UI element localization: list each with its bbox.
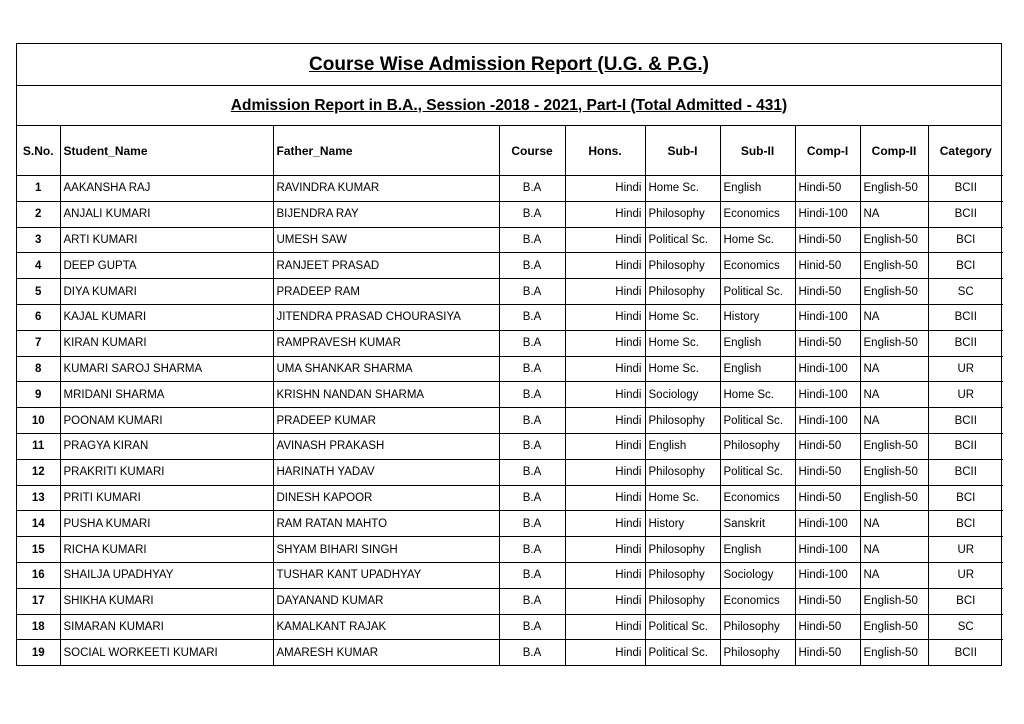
cell-hons: Hindi	[565, 408, 645, 434]
table-row	[17, 408, 1003, 434]
table-row	[17, 382, 1003, 408]
cell-course: B.A	[499, 330, 565, 356]
cell-sub-ii: Philosophy	[720, 640, 795, 665]
cell-father-name: JITENDRA PRASAD CHOURASIYA	[273, 304, 499, 330]
cell-comp-ii: NA	[860, 201, 928, 227]
cell-student-name: MRIDANI SHARMA	[60, 382, 273, 408]
table-row	[17, 356, 1003, 382]
cell-sno: 6	[17, 304, 60, 330]
cell-hons: Hindi	[565, 304, 645, 330]
table-row	[17, 279, 1003, 305]
cell-sno: 13	[17, 485, 60, 511]
cell-comp-i: Hindi-100	[795, 511, 860, 537]
cell-father-name: RANJEET PRASAD	[273, 253, 499, 279]
cell-hons: Hindi	[565, 201, 645, 227]
cell-comp-i: Hindi-50	[795, 279, 860, 305]
cell-hons: Hindi	[565, 227, 645, 253]
cell-category: BCI	[928, 227, 1003, 253]
cell-sno: 11	[17, 433, 60, 459]
cell-father-name: AMARESH KUMAR	[273, 640, 499, 665]
cell-sno: 3	[17, 227, 60, 253]
cell-comp-i: Hindi-50	[795, 485, 860, 511]
cell-sub-ii: Political Sc.	[720, 279, 795, 305]
cell-hons: Hindi	[565, 433, 645, 459]
table-row	[17, 588, 1003, 614]
cell-sub-i: Philosophy	[645, 537, 720, 563]
cell-comp-ii: English-50	[860, 433, 928, 459]
cell-category: UR	[928, 382, 1003, 408]
cell-sub-i: Philosophy	[645, 562, 720, 588]
cell-student-name: PRAGYA KIRAN	[60, 433, 273, 459]
cell-sub-ii: Political Sc.	[720, 408, 795, 434]
cell-hons: Hindi	[565, 253, 645, 279]
cell-sub-ii: Sociology	[720, 562, 795, 588]
cell-course: B.A	[499, 640, 565, 665]
cell-sub-ii: Political Sc.	[720, 459, 795, 485]
cell-hons: Hindi	[565, 330, 645, 356]
cell-sno: 18	[17, 614, 60, 640]
cell-student-name: KAJAL KUMARI	[60, 304, 273, 330]
cell-course: B.A	[499, 614, 565, 640]
cell-sno: 17	[17, 588, 60, 614]
cell-course: B.A	[499, 433, 565, 459]
table-row	[17, 433, 1003, 459]
cell-course: B.A	[499, 227, 565, 253]
cell-category: UR	[928, 537, 1003, 563]
cell-hons: Hindi	[565, 459, 645, 485]
cell-course: B.A	[499, 537, 565, 563]
cell-father-name: PRADEEP KUMAR	[273, 408, 499, 434]
cell-category: SC	[928, 279, 1003, 305]
cell-sub-ii: Sanskrit	[720, 511, 795, 537]
cell-sub-i: Political Sc.	[645, 640, 720, 665]
cell-category: BCII	[928, 176, 1003, 202]
cell-comp-ii: English-50	[860, 227, 928, 253]
table-body	[17, 176, 1003, 666]
cell-category: BCII	[928, 640, 1003, 665]
cell-sub-i: Home Sc.	[645, 176, 720, 202]
cell-student-name: KIRAN KUMARI	[60, 330, 273, 356]
cell-father-name: RAM RATAN MAHTO	[273, 511, 499, 537]
cell-sub-ii: Economics	[720, 201, 795, 227]
cell-category: BCI	[928, 253, 1003, 279]
cell-sno: 4	[17, 253, 60, 279]
cell-father-name: BIJENDRA RAY	[273, 201, 499, 227]
cell-comp-i: Hindi-100	[795, 537, 860, 563]
cell-father-name: TUSHAR KANT UPADHYAY	[273, 562, 499, 588]
cell-course: B.A	[499, 356, 565, 382]
cell-course: B.A	[499, 588, 565, 614]
cell-sub-i: Philosophy	[645, 459, 720, 485]
cell-comp-i: Hindi-50	[795, 433, 860, 459]
header-category: Category	[928, 126, 1003, 176]
cell-category: BCII	[928, 304, 1003, 330]
cell-sno: 5	[17, 279, 60, 305]
cell-sub-i: Sociology	[645, 382, 720, 408]
cell-student-name: PUSHA KUMARI	[60, 511, 273, 537]
cell-course: B.A	[499, 459, 565, 485]
cell-sub-i: Philosophy	[645, 588, 720, 614]
table-row	[17, 176, 1003, 202]
cell-hons: Hindi	[565, 176, 645, 202]
header-sno: S.No.	[17, 126, 60, 176]
cell-sno: 15	[17, 537, 60, 563]
admission-report	[16, 43, 1002, 666]
cell-comp-i: Hindi-100	[795, 304, 860, 330]
cell-comp-ii: English-50	[860, 588, 928, 614]
cell-father-name: PRADEEP RAM	[273, 279, 499, 305]
cell-father-name: UMA SHANKAR SHARMA	[273, 356, 499, 382]
header-comp-i: Comp-I	[795, 126, 860, 176]
table-row	[17, 485, 1003, 511]
cell-course: B.A	[499, 304, 565, 330]
cell-comp-i: Hindi-100	[795, 562, 860, 588]
cell-comp-i: Hindi-50	[795, 459, 860, 485]
cell-father-name: SHYAM BIHARI SINGH	[273, 537, 499, 563]
cell-sub-i: Home Sc.	[645, 485, 720, 511]
cell-comp-ii: NA	[860, 408, 928, 434]
cell-hons: Hindi	[565, 537, 645, 563]
cell-comp-i: Hindi-50	[795, 176, 860, 202]
cell-sub-i: Political Sc.	[645, 227, 720, 253]
cell-student-name: SHAILJA UPADHYAY	[60, 562, 273, 588]
cell-student-name: DEEP GUPTA	[60, 253, 273, 279]
cell-sub-i: Home Sc.	[645, 330, 720, 356]
cell-course: B.A	[499, 382, 565, 408]
cell-category: SC	[928, 614, 1003, 640]
cell-father-name: DAYANAND KUMAR	[273, 588, 499, 614]
cell-sub-i: Political Sc.	[645, 614, 720, 640]
cell-sno: 8	[17, 356, 60, 382]
cell-sno: 16	[17, 562, 60, 588]
cell-comp-i: Hindi-50	[795, 227, 860, 253]
cell-student-name: RICHA KUMARI	[60, 537, 273, 563]
cell-category: BCII	[928, 201, 1003, 227]
cell-student-name: PRITI KUMARI	[60, 485, 273, 511]
cell-comp-i: Hindi-50	[795, 614, 860, 640]
cell-hons: Hindi	[565, 511, 645, 537]
table-row	[17, 330, 1003, 356]
cell-hons: Hindi	[565, 382, 645, 408]
cell-sub-i: Philosophy	[645, 408, 720, 434]
cell-sub-ii: English	[720, 356, 795, 382]
cell-course: B.A	[499, 485, 565, 511]
cell-father-name: AVINASH PRAKASH	[273, 433, 499, 459]
cell-sub-i: Philosophy	[645, 279, 720, 305]
cell-comp-ii: NA	[860, 537, 928, 563]
cell-course: B.A	[499, 176, 565, 202]
table-row	[17, 459, 1003, 485]
cell-student-name: AAKANSHA RAJ	[60, 176, 273, 202]
cell-course: B.A	[499, 201, 565, 227]
cell-sub-ii: English	[720, 176, 795, 202]
cell-father-name: DINESH KAPOOR	[273, 485, 499, 511]
cell-category: BCI	[928, 485, 1003, 511]
cell-hons: Hindi	[565, 485, 645, 511]
cell-hons: Hindi	[565, 356, 645, 382]
cell-comp-i: Hindi-100	[795, 201, 860, 227]
cell-hons: Hindi	[565, 562, 645, 588]
cell-sub-i: Home Sc.	[645, 304, 720, 330]
table-row	[17, 201, 1003, 227]
cell-comp-i: Hindi-50	[795, 330, 860, 356]
cell-student-name: ANJALI KUMARI	[60, 201, 273, 227]
cell-category: UR	[928, 562, 1003, 588]
cell-comp-i: Hindi-50	[795, 588, 860, 614]
table-row	[17, 537, 1003, 563]
cell-comp-i: Hindi-100	[795, 356, 860, 382]
table-row	[17, 511, 1003, 537]
cell-sub-ii: Philosophy	[720, 614, 795, 640]
report-title: Course Wise Admission Report (U.G. & P.G.)	[17, 44, 1001, 86]
cell-hons: Hindi	[565, 279, 645, 305]
cell-comp-ii: English-50	[860, 640, 928, 665]
cell-sub-ii: English	[720, 330, 795, 356]
cell-comp-ii: English-50	[860, 459, 928, 485]
cell-sub-ii: Economics	[720, 588, 795, 614]
header-sub-ii: Sub-II	[720, 126, 795, 176]
header-course: Course	[499, 126, 565, 176]
cell-sno: 1	[17, 176, 60, 202]
cell-sub-ii: Philosophy	[720, 433, 795, 459]
cell-sno: 7	[17, 330, 60, 356]
cell-student-name: SIMARAN KUMARI	[60, 614, 273, 640]
cell-sub-i: Philosophy	[645, 201, 720, 227]
cell-hons: Hindi	[565, 614, 645, 640]
cell-comp-ii: NA	[860, 356, 928, 382]
table-row	[17, 614, 1003, 640]
cell-sub-ii: Home Sc.	[720, 227, 795, 253]
cell-comp-ii: English-50	[860, 614, 928, 640]
cell-sub-ii: History	[720, 304, 795, 330]
cell-course: B.A	[499, 562, 565, 588]
cell-father-name: UMESH SAW	[273, 227, 499, 253]
cell-sub-i: Philosophy	[645, 253, 720, 279]
cell-comp-ii: NA	[860, 382, 928, 408]
cell-father-name: RAVINDRA KUMAR	[273, 176, 499, 202]
table-row	[17, 562, 1003, 588]
cell-sno: 2	[17, 201, 60, 227]
cell-comp-i: Hinid-50	[795, 253, 860, 279]
report-subtitle: Admission Report in B.A., Session -2018 - 2021, Part-I (Total Admitted - 431)	[17, 86, 1001, 126]
cell-sno: 14	[17, 511, 60, 537]
admission-table	[17, 126, 1003, 665]
cell-category: BCII	[928, 408, 1003, 434]
cell-sub-i: History	[645, 511, 720, 537]
header-father-name: Father_Name	[273, 126, 499, 176]
cell-sno: 9	[17, 382, 60, 408]
cell-hons: Hindi	[565, 640, 645, 665]
cell-category: BCII	[928, 459, 1003, 485]
cell-category: BCII	[928, 330, 1003, 356]
cell-sno: 10	[17, 408, 60, 434]
table-header-row	[17, 126, 1003, 176]
cell-comp-ii: NA	[860, 304, 928, 330]
cell-course: B.A	[499, 279, 565, 305]
header-student-name: Student_Name	[60, 126, 273, 176]
cell-father-name: HARINATH YADAV	[273, 459, 499, 485]
cell-student-name: SHIKHA KUMARI	[60, 588, 273, 614]
cell-comp-ii: NA	[860, 562, 928, 588]
cell-student-name: DIYA KUMARI	[60, 279, 273, 305]
cell-comp-ii: English-50	[860, 330, 928, 356]
table-row	[17, 253, 1003, 279]
cell-comp-ii: English-50	[860, 485, 928, 511]
header-comp-ii: Comp-II	[860, 126, 928, 176]
cell-comp-ii: English-50	[860, 253, 928, 279]
cell-comp-ii: NA	[860, 511, 928, 537]
cell-student-name: ARTI KUMARI	[60, 227, 273, 253]
cell-father-name: KAMALKANT RAJAK	[273, 614, 499, 640]
cell-comp-i: Hindi-50	[795, 640, 860, 665]
cell-category: BCI	[928, 588, 1003, 614]
cell-course: B.A	[499, 511, 565, 537]
cell-category: BCI	[928, 511, 1003, 537]
table-row	[17, 304, 1003, 330]
cell-student-name: PRAKRITI KUMARI	[60, 459, 273, 485]
cell-sub-ii: English	[720, 537, 795, 563]
cell-comp-i: Hindi-100	[795, 382, 860, 408]
cell-sub-i: English	[645, 433, 720, 459]
cell-student-name: SOCIAL WORKEETI KUMARI	[60, 640, 273, 665]
header-hons: Hons.	[565, 126, 645, 176]
cell-category: BCII	[928, 433, 1003, 459]
cell-hons: Hindi	[565, 588, 645, 614]
cell-sno: 19	[17, 640, 60, 665]
cell-comp-ii: English-50	[860, 176, 928, 202]
cell-sub-ii: Economics	[720, 253, 795, 279]
cell-course: B.A	[499, 253, 565, 279]
cell-student-name: POONAM KUMARI	[60, 408, 273, 434]
cell-comp-i: Hindi-100	[795, 408, 860, 434]
cell-student-name: KUMARI SAROJ SHARMA	[60, 356, 273, 382]
cell-sub-ii: Economics	[720, 485, 795, 511]
cell-course: B.A	[499, 408, 565, 434]
cell-sno: 12	[17, 459, 60, 485]
cell-category: UR	[928, 356, 1003, 382]
cell-comp-ii: English-50	[860, 279, 928, 305]
table-row	[17, 640, 1003, 665]
header-sub-i: Sub-I	[645, 126, 720, 176]
cell-sub-ii: Home Sc.	[720, 382, 795, 408]
table-row	[17, 227, 1003, 253]
cell-father-name: RAMPRAVESH KUMAR	[273, 330, 499, 356]
cell-sub-i: Home Sc.	[645, 356, 720, 382]
cell-father-name: KRISHN NANDAN SHARMA	[273, 382, 499, 408]
